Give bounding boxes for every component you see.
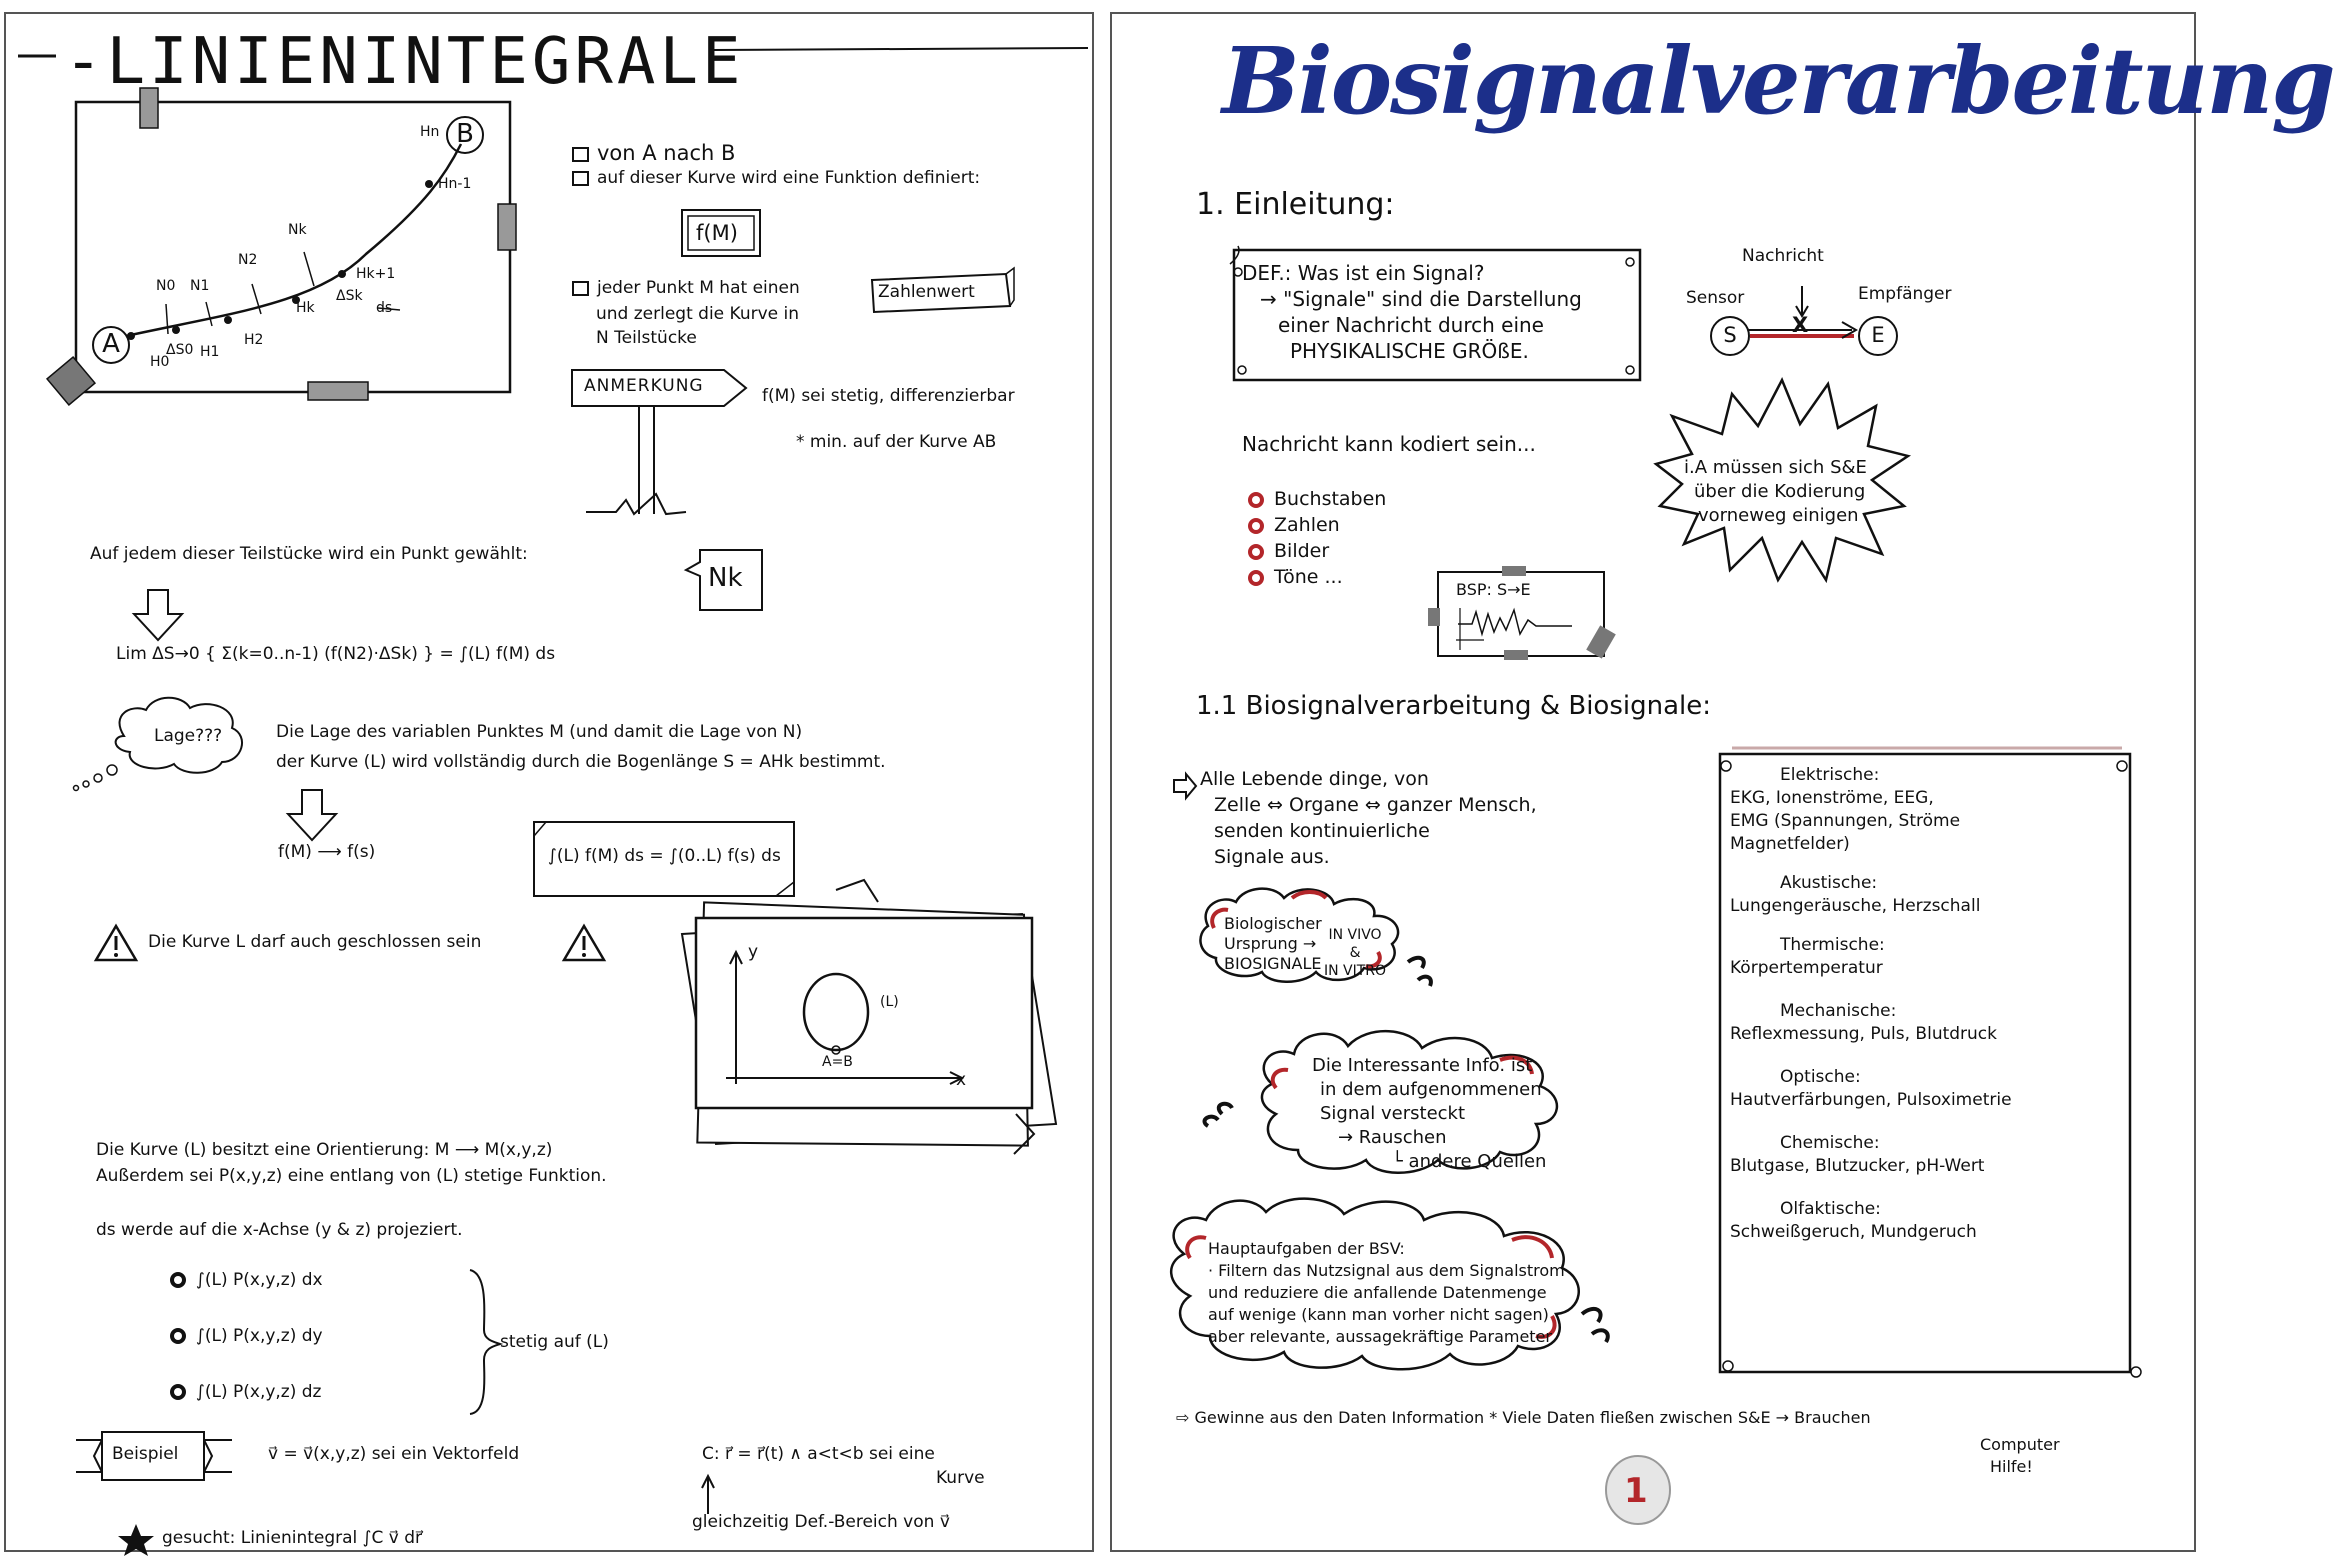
note-zerlegt: und zerlegt die Kurve in [596,304,800,324]
cloud3-line-5: aber relevante, aussagekräftige Parameter [1208,1327,1552,1346]
warning-closed-curve: Die Kurve L darf auch geschlossen sein [148,932,482,952]
axis-x-label: x [956,1070,967,1090]
cloud2-line-3: Signal versteckt [1320,1103,1466,1124]
category-text: EMG (Spannungen, Ströme [1730,811,1961,831]
lage-text-1: Die Lage des variablen Punktes M (und damit die Lage von N) [276,722,803,742]
cloud1b-line-2: & [1349,945,1361,961]
kodiert-text: Nachricht kann kodiert sein... [1242,432,1536,456]
category-text: Schweißgeruch, Mundgeruch [1730,1222,1977,1242]
cloud3-line-1: Hauptaufgaben der BSV: [1208,1239,1405,1258]
cloud-biologischer-ursprung [1224,914,1322,974]
list-item: Bilder [1248,538,1386,564]
category-text: Blutgase, Blutzucker, pH-Wert [1730,1156,1985,1176]
bsp-label: BSP: S→E [1456,580,1531,599]
footer-computer-hilfe [1980,1434,2060,1478]
category-chemische: Chemische: [1780,1133,1880,1153]
vector-field-text: v⃗ = v⃗(x,y,z) sei ein Vektorfeld [268,1444,520,1464]
burst-line-2: über die Kodierung [1694,481,1866,502]
cloud1-line-1: Biologischer [1224,914,1322,933]
category-text: Magnetfelder) [1730,834,1850,854]
curve-c-kurve: Kurve [936,1468,985,1488]
sensor-circle: S [1710,316,1750,356]
cloud1-line-2: Ursprung → [1224,934,1317,953]
label-h2: H2 [244,332,264,348]
list-item: Buchstaben [1248,486,1386,512]
empfaenger-label: Empfänger [1858,284,1952,304]
limit-formula: Lim ΔS→0 { Σ(k=0..n-1) (f(N2)·ΔSk) } = ∫(L) f(M) ds [116,644,556,664]
alle-line-3: senden kontinuierliche [1214,820,1430,842]
label-nk: Nk [288,222,307,238]
burst-text [1684,456,1867,528]
label-ds0: ΔS0 [166,342,194,358]
alle-lebende-text [1200,766,1537,870]
burst-line-1: i.A müssen sich S&E [1684,457,1867,478]
gleichzeitig-text: gleichzeitig Def.-Bereich von v⃗ [692,1512,950,1532]
category-text: Reflexmessung, Puls, Blutdruck [1730,1024,1998,1044]
category-olfaktische: Olfaktische: [1780,1199,1881,1219]
label-hk1: Hk+1 [356,266,396,282]
label-hn-1: Hn-1 [438,176,472,192]
def-line-4: PHYSIKALISCHE GRÖßE. [1290,339,1529,363]
nk-box: Nk [708,563,743,593]
cloud3-line-4: auf wenige (kann man vorher nicht sagen) [1208,1305,1549,1324]
closed-curve-l-label: (L) [880,994,899,1010]
label-h1: H1 [200,344,220,360]
label-n1: N1 [190,278,210,294]
cloud3-line-2: · Filtern das Nutzsignal aus dem Signalstrom [1208,1261,1565,1280]
point-chosen-text: Auf jedem dieser Teilstücke wird ein Punkt gewählt: [90,544,528,564]
left-page-drawings [6,14,1096,1554]
category-mechanische: Mechanische: [1780,1001,1897,1021]
integral-dx: ∫(L) P(x,y,z) dx [170,1270,323,1291]
category-optische: Optische: [1780,1067,1861,1087]
label-n2: N2 [238,252,258,268]
anmerkung-stetig: f(M) sei stetig, differenzierbar [762,386,1015,406]
alle-line-1: Alle Lebende dinge, von [1200,768,1429,790]
nachricht-label: Nachricht [1742,246,1824,266]
note-function-defined: auf dieser Kurve wird eine Funktion definiert: [572,168,980,189]
list-item: Töne ... [1248,564,1386,590]
label-h0: H0 [150,354,170,370]
cloud1b-line-1: IN VIVO [1328,927,1382,943]
label-n0: N0 [156,278,176,294]
category-elektrische: Elektrische: [1780,765,1880,785]
cloud-interessante-info [1312,1054,1546,1174]
point-a-label: A [92,326,130,364]
anmerkung-kurve: * min. auf der Kurve AB [796,432,997,452]
projection-text: ds werde auf die x-Achse (y & z) projeziert. [96,1220,463,1240]
cloud2-line-1: Die Interessante Info. ist [1312,1055,1533,1076]
curve-c-text: C: r⃗ = r⃗(t) ∧ a<t<b sei eine [702,1444,935,1464]
integral-box: ∫(L) f(M) ds = ∫(0..L) f(s) ds [548,846,781,866]
page-number: 1 [1624,1471,1648,1511]
channel-x-mark: X [1792,313,1809,337]
cloud2-line-5: └ andere Quellen [1392,1151,1547,1172]
zahlenwert-box: Zahlenwert [878,282,975,302]
category-thermische: Thermische: [1780,935,1885,955]
right-notebook-page [1110,12,2334,1552]
gesucht-text: gesucht: Linienintegral ∫C v⃗ dr⃗ [162,1528,423,1548]
right-page-title: Biosignalverarbeitung [1222,27,2334,135]
list-item: Zahlen [1248,512,1386,538]
note-jeder-punkt: jeder Punkt M hat einen [572,278,800,299]
map-f-to-s: f(M) ⟶ f(s) [278,842,376,862]
cloud2-line-4: → Rauschen [1338,1127,1447,1148]
def-line-3: einer Nachricht durch eine [1278,313,1544,337]
empfaenger-circle: E [1858,316,1898,356]
integral-dz: ∫(L) P(x,y,z) dz [170,1382,321,1403]
axis-y-label: y [748,942,759,962]
orientation-text-1: Die Kurve (L) besitzt eine Orientierung: M ⟶ M(x,y,z) [96,1140,553,1160]
beispiel-banner: Beispiel [112,1444,179,1464]
integral-dy: ∫(L) P(x,y,z) dy [170,1326,323,1347]
function-box: f(M) [696,221,738,245]
footer2-line-1: Computer [1980,1435,2060,1454]
footer2-line-2: Hilfe! [1990,1457,2033,1476]
category-akustische: Akustische: [1780,873,1878,893]
section-biosignale: 1.1 Biosignalverarbeitung & Biosignale: [1196,691,1711,721]
biosignal-categories [1730,764,2120,1244]
def-line-2: → "Signale" sind die Darstellung [1260,287,1582,311]
label-ds: ds [376,300,393,316]
cloud2-line-2: in dem aufgenommenen [1320,1079,1542,1100]
closed-curve-ab-label: A=B [822,1054,853,1070]
cloud3-line-3: und reduziere die anfallende Datenmenge [1208,1283,1547,1302]
note-teilstuecke: N Teilstücke [596,328,697,348]
anmerkung-sign: ANMERKUNG [584,376,704,396]
lage-text-2: der Kurve (L) wird vollständig durch die Bogenlänge S = AHk bestimmt. [276,752,886,772]
left-page-title: -LINIENINTEGRALE [64,25,745,99]
label-hk: Hk [296,300,315,316]
definition-box [1242,260,1582,364]
lage-cloud: Lage??? [154,726,223,746]
orientation-text-2: Außerdem sei P(x,y,z) eine entlang von (L) stetige Funktion. [96,1166,607,1186]
category-text: Lungengeräusche, Herzschall [1730,896,1981,916]
cloud-in-vivo-vitro [1324,926,1386,980]
left-notebook-page [4,12,1094,1552]
cloud-hauptaufgaben [1208,1238,1565,1348]
category-text: EKG, Ionenströme, EEG, [1730,788,1934,808]
footer-note: ⇨ Gewinne aus den Daten Information * Viele Daten fließen zwischen S&E → Brauchen [1176,1408,1871,1427]
stetig-label: stetig auf (L) [500,1332,609,1352]
sensor-label: Sensor [1686,288,1745,308]
note-von-nach: von A nach B [572,140,735,166]
cloud1-line-3: BIOSIGNALE [1224,954,1322,973]
alle-line-4: Signale aus. [1214,846,1330,868]
section-einleitung: 1. Einleitung: [1196,187,1395,222]
burst-line-3: vorneweg einigen [1698,505,1859,526]
category-text: Hautverfärbungen, Pulsoximetrie [1730,1090,2012,1110]
label-dsk: ΔSk [336,288,363,304]
alle-line-2: Zelle ⇔ Organe ⇔ ganzer Mensch, [1214,794,1537,816]
label-hn: Hn [420,124,440,140]
def-line-1: DEF.: Was ist ein Signal? [1242,261,1485,285]
cloud1b-line-3: IN VITRO [1324,963,1387,979]
point-b-label: B [446,116,484,154]
category-text: Körpertemperatur [1730,958,1883,978]
encoding-list [1248,486,1386,590]
